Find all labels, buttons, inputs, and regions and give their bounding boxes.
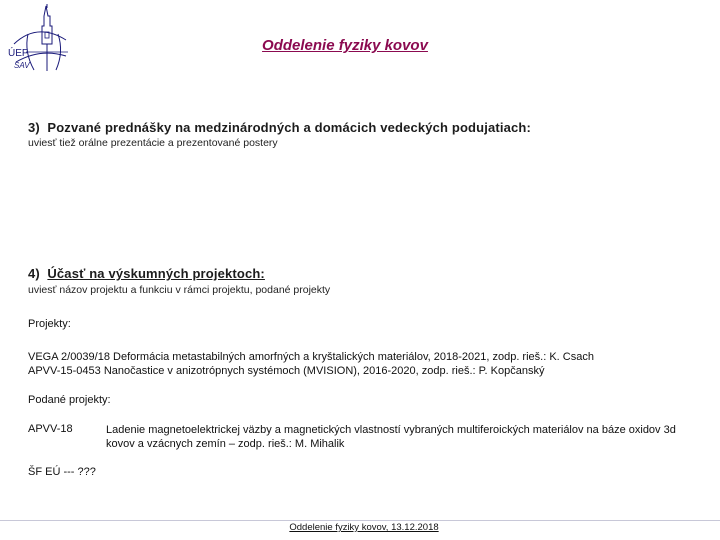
submitted-project-description: Ladenie magnetoelektrickej väzby a magnetických vlastností vybraných multiferoických materiálov na báze oxidov 3d kovov a vzácnych zemín – zodp. rieš.: M. Mihalik	[106, 424, 676, 450]
footer-text: Oddelenie fyziky kovov, 13.12.2018	[289, 522, 439, 533]
logo-text-bottom: SAV	[14, 61, 30, 70]
section-3-subtitle: uviesť tiež orálne prezentácie a prezentované postery	[28, 137, 278, 149]
footer-divider	[0, 520, 720, 521]
logo-text-top: ÚEF	[8, 48, 28, 59]
section-4-number: 4)	[28, 266, 40, 281]
section-3-heading-text: Pozvané prednášky na medzinárodných a domácich vedeckých podujatiach:	[47, 120, 531, 135]
section-3-heading	[28, 120, 531, 135]
project-item: APVV-15-0453 Nanočastice v anizotrópnych systémoch (MVISION), 2016-2020, zodp. rieš.: P. Kopčanský	[28, 365, 545, 377]
project-item: VEGA 2/0039/18 Deformácia metastabilných amorfných a kryštalických materiálov, 2018-2021, zodp. rieš.: K. Csach	[28, 351, 594, 363]
section-4-subtitle: uviesť názov projektu a funkciu v rámci projektu, podané projekty	[28, 284, 331, 296]
submitted-project-item	[28, 423, 688, 451]
section-4-heading	[28, 266, 265, 281]
sf-eu-line: ŠF EÚ --- ???	[28, 466, 96, 478]
projects-label: Projekty:	[28, 318, 71, 330]
section-3-number: 3)	[28, 120, 40, 135]
page-title: Oddelenie fyziky kovov	[262, 37, 428, 54]
submitted-projects-label: Podané projekty:	[28, 394, 111, 406]
submitted-project-code: APVV-18	[28, 423, 73, 435]
section-4-heading-text: Účasť na výskumných projektoch:	[47, 266, 265, 281]
